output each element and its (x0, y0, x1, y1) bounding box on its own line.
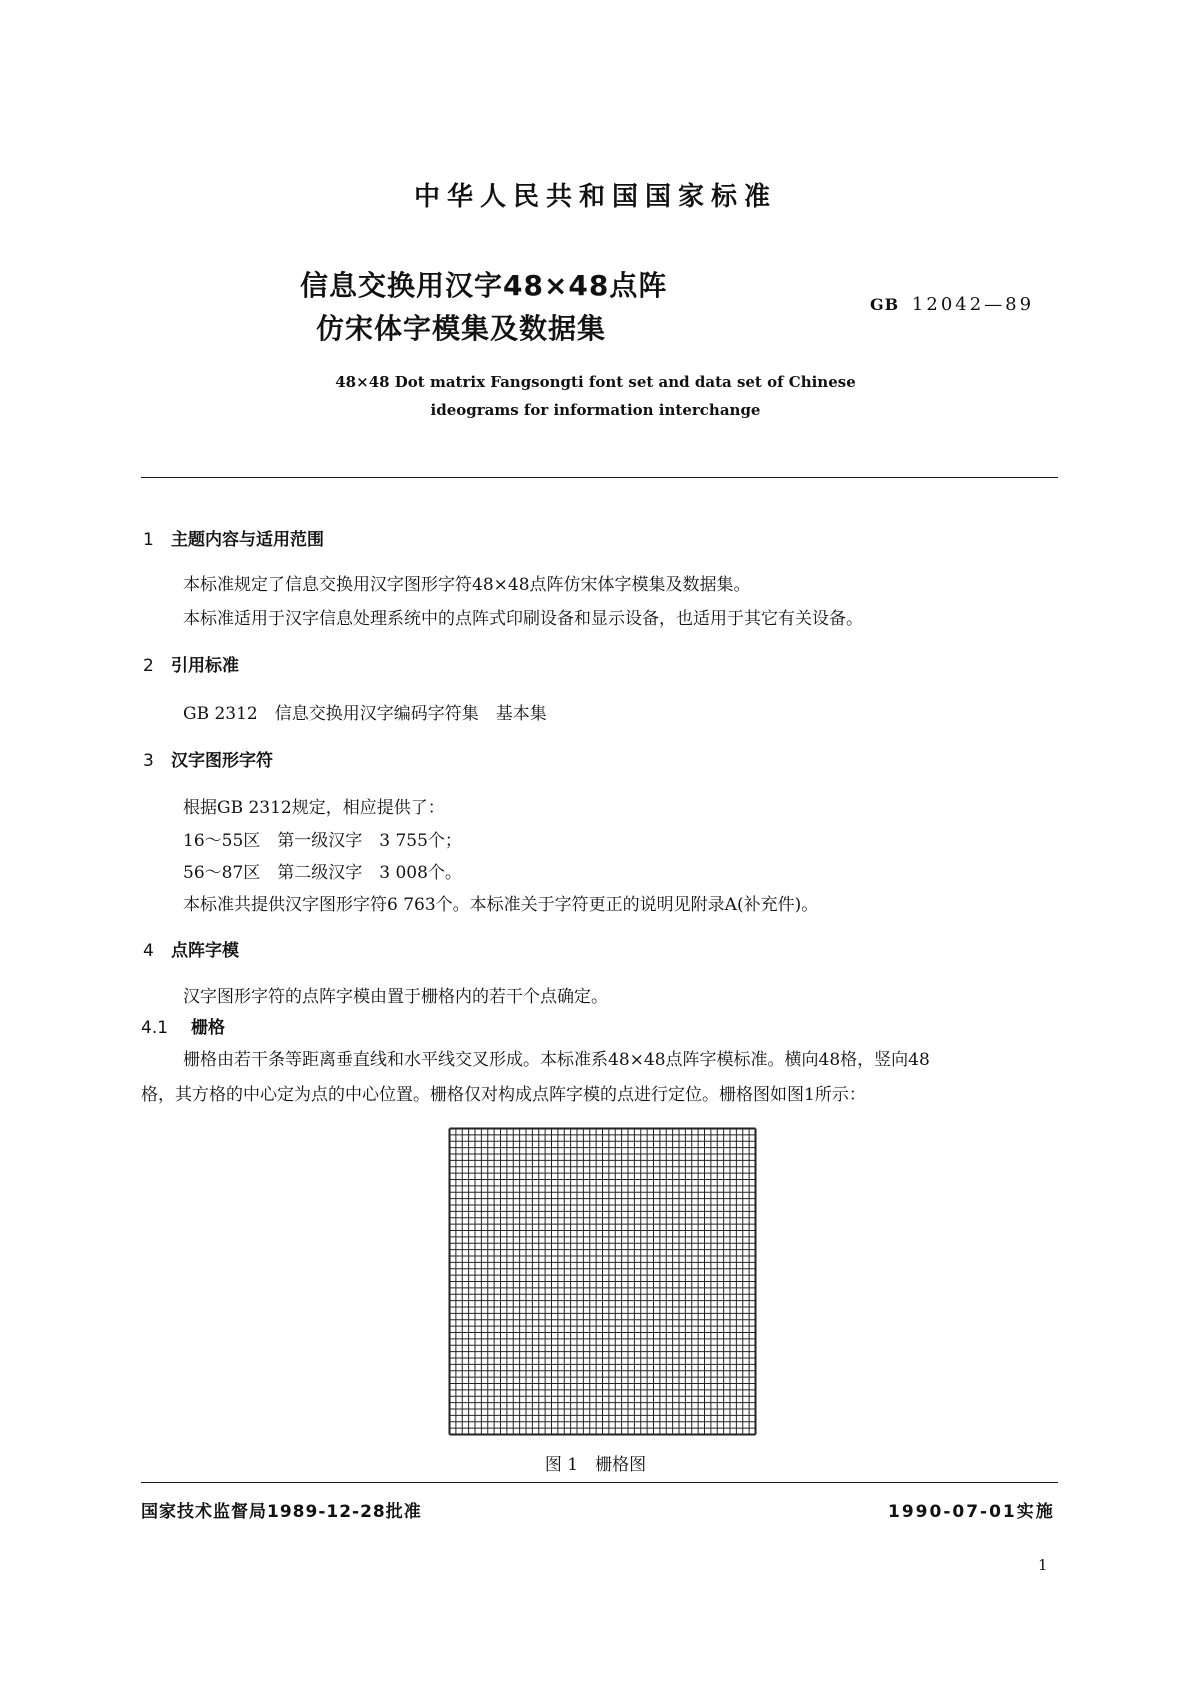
section-2-reference: GB 2312 信息交换用汉字编码字符集 基本集 (183, 704, 547, 724)
title-line-2: 仿宋体字模集及数据集 (316, 312, 607, 345)
section-4-paragraph-1: 汉字图形字符的点阵字模由置于栅格内的若干个点确定。 (183, 987, 608, 1007)
section-title: 引用标准 (171, 656, 239, 676)
section-number: 2 (143, 656, 154, 676)
header-divider (141, 477, 1058, 478)
section-1-paragraph-1: 本标准规定了信息交换用汉字图形字符48×48点阵仿宋体字模集及数据集。 (183, 575, 751, 595)
section-title: 栅格 (191, 1018, 225, 1038)
english-title-line-1: 48×48 Dot matrix Fangsongti font set and data set of Chinese (335, 373, 856, 391)
section-1-heading (143, 525, 324, 550)
section-3-paragraph-1: 根据GB 2312规定，相应提供了： (183, 798, 445, 818)
section-title: 点阵字模 (171, 941, 239, 961)
org-title: 中华人民共和国国家标准 (413, 182, 777, 212)
standard-code: 12042—89 (911, 294, 1035, 315)
section-3-paragraph-3: 56～87区 第二级汉字 3 008个。 (183, 863, 462, 883)
section-4-1-heading (141, 1013, 225, 1038)
footer-divider (141, 1482, 1058, 1483)
section-4-heading (143, 936, 239, 961)
section-number: 1 (143, 530, 154, 550)
section-number: 3 (143, 751, 154, 771)
page-number: 1 (1038, 1556, 1048, 1574)
section-number: 4.1 (141, 1018, 169, 1038)
grid-figure (448, 1127, 757, 1436)
section-3-paragraph-4: 本标准共提供汉字图形字符6 763个。本标准关于字符更正的说明见附录A(补充件)。 (183, 895, 819, 915)
section-3-heading (143, 746, 273, 771)
section-title: 主题内容与适用范围 (171, 530, 324, 550)
title-line-1: 信息交换用汉字48×48点阵 (300, 269, 668, 302)
section-1-paragraph-2: 本标准适用于汉字信息处理系统中的点阵式印刷设备和显示设备，也适用于其它有关设备。 (183, 609, 863, 629)
section-4-1-paragraph-1: 栅格由若干条等距离垂直线和水平线交叉形成。本标准系48×48点阵字模标准。横向48格，竖向48 (183, 1050, 930, 1070)
implementation-date: 1990-07-01实施 (888, 1502, 1055, 1522)
section-4-1-paragraph-2: 格，其方格的中心定为点的中心位置。栅格仅对构成点阵字模的点进行定位。栅格图如图1所示： (141, 1085, 866, 1105)
section-2-heading (143, 651, 239, 676)
section-title: 汉字图形字符 (171, 751, 273, 771)
english-title-line-2: ideograms for information interchange (430, 401, 761, 419)
section-3-paragraph-2: 16～55区 第一级汉字 3 755个； (183, 831, 462, 851)
standard-number (870, 294, 1034, 315)
standard-prefix: GB (870, 295, 900, 314)
figure-caption: 图 1 栅格图 (544, 1455, 647, 1475)
section-number: 4 (143, 941, 154, 961)
approval-line: 国家技术监督局1989-12-28批准 (141, 1502, 422, 1522)
